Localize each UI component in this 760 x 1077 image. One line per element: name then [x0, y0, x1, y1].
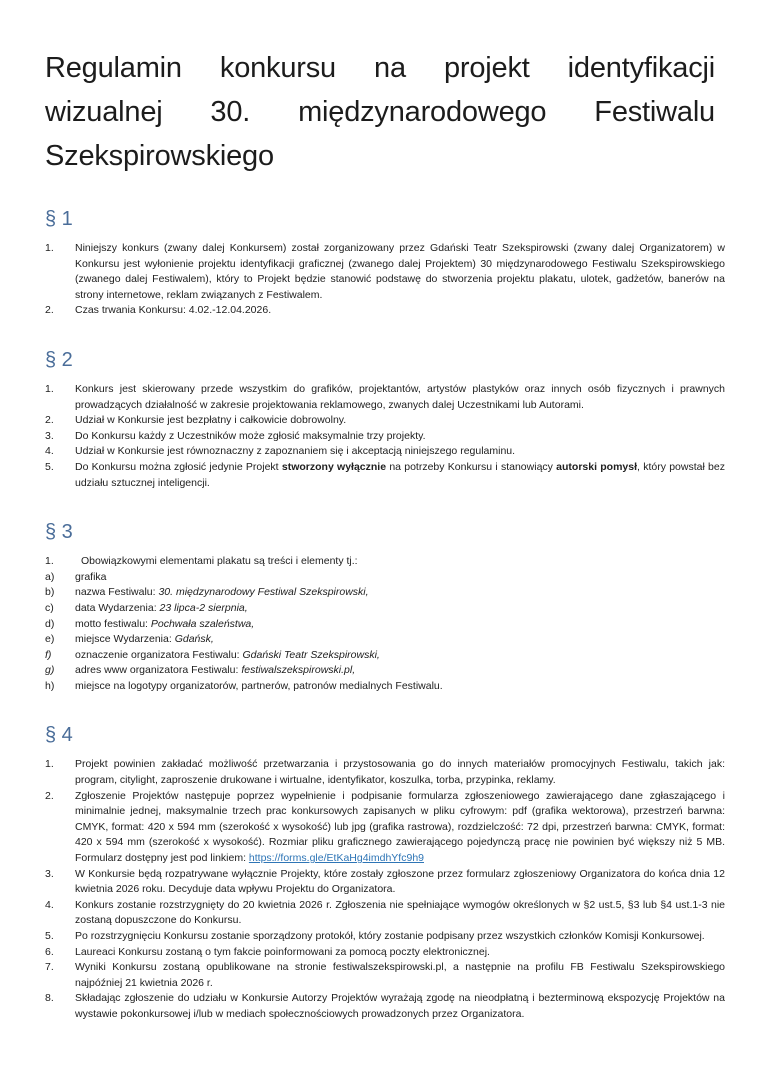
item-marker: 5.: [45, 930, 54, 942]
list-item: [45, 585, 725, 601]
list-item: [45, 929, 725, 945]
item-marker: 4.: [45, 445, 54, 458]
item-marker: e): [45, 633, 55, 646]
list-item: [45, 663, 725, 679]
item-value-italic: 23 lipca-2 sierpnia,: [159, 601, 248, 614]
item-text: Udział w Konkursie jest bezpłatny i całkowicie dobrowolny.: [75, 414, 347, 427]
list-item: [45, 679, 725, 695]
item-text-bold: stworzony wyłącznie: [281, 460, 387, 473]
list-item: [45, 241, 725, 303]
item-text-part: Zgłoszenie Projektów następuje poprzez wypełnienie i podpisanie formularza zgłoszeniowego zawierającego dane zgłaszającego i minimalnie jednej, maksymalnie trzech prac konkursowych zapisanych w pliku cyfrowym: pdf (grafika wektorowa), przestrzeń barwna: CMYK, format: 420 x 594 mm (szerokość x wysokość) lub jpg (grafika rastrowa), rozdzielczość: 72 dpi, przestrzeń barwna: CMYK, format: 420 x 594 mm (szerokość x wysokość). Rozmiar pliku graficznego zawierającego pojedynczą pracę nie powinien być większy niż 5 MB. Formularz dostępny jest pod linkiem:: [75, 789, 725, 865]
item-marker: g): [45, 664, 55, 677]
item-marker: a): [45, 570, 55, 583]
item-text: Konkurs zostanie rozstrzygnięty do 20 kwietnia 2026 r. Zgłoszenia nie spełniające wymogów określonych w §2 ust.5, §3 lub §4 ust.1-3 nie zostaną dopuszczone do Konkursu.: [75, 898, 725, 927]
item-marker: d): [45, 617, 55, 630]
item-text: Czas trwania Konkursu: 4.02.-12.04.2026.: [75, 304, 272, 317]
item-text: [75, 617, 725, 633]
item-text: Obowiązkowymi elementami plakatu są treści i elementy tj.:: [81, 555, 358, 568]
item-text: W Konkursie będą rozpatrywane wyłącznie Projekty, które zostały zgłoszone przez formularz zgłoszeniowy Organizatora do końca dnia 12 kwietnia 2026 roku. Decyduje data wpływu Projektu do Organizatora.: [75, 867, 725, 896]
item-text-part: Do Konkursu można zgłosić jedynie Projekt: [75, 460, 282, 473]
list-item: [45, 303, 725, 319]
list-item: [45, 601, 725, 617]
item-label: adres www organizatora Festiwalu:: [75, 664, 242, 677]
item-marker: 3.: [45, 429, 54, 442]
list-item: [45, 460, 725, 491]
section-1: [45, 206, 725, 319]
item-marker: 3.: [45, 867, 54, 880]
item-text: grafika: [75, 570, 107, 583]
list-item: [45, 632, 725, 648]
item-marker: 8.: [45, 992, 54, 1005]
item-value-italic: 30. międzynarodowy Festiwal Szekspirowski,: [158, 586, 369, 599]
item-text: Po rozstrzygnięciu Konkursu zostanie sporządzony protokół, który zostanie podpisany przez wszystkich członków Komisji Konkursowej.: [75, 930, 705, 942]
item-text: Udział w Konkursie jest równoznaczny z zapoznaniem się i akceptacją niniejszego regulaminu.: [75, 445, 516, 458]
item-text: Konkurs jest skierowany przede wszystkim do grafików, projektantów, artystów plastyków oraz innych osób fizycznych i prawnych prowadzących działalność w zakresie projektowania reklamowego, zwanych dalej Uczestnikami lub Autorami.: [75, 382, 725, 411]
item-marker: 2.: [45, 789, 54, 802]
item-marker: 5.: [45, 460, 54, 473]
item-marker: 1.: [45, 758, 54, 771]
section-2-list: [45, 382, 725, 491]
section-1-heading: § 1: [45, 208, 73, 230]
list-item: [45, 617, 725, 633]
list-item: [45, 867, 725, 898]
list-item: [45, 554, 725, 570]
item-text: Składając zgłoszenie do udziału w Konkursie Autorzy Projektów wyrażają zgodę na nieodpłatną i bezterminową ekspozycję Projektów na wystawie pokonkursowej i/lub w mediach społecznościowych prowadzonych przez Organizatora.: [75, 992, 725, 1020]
item-text: [75, 663, 725, 679]
item-label: oznaczenie organizatora Festiwalu:: [75, 648, 243, 661]
list-item: [45, 757, 725, 788]
item-text: [75, 789, 725, 867]
list-item: [45, 413, 725, 429]
item-text: Wyniki Konkursu zostaną opublikowane na stronie festiwalszekspirowski.pl, a następnie na profilu FB Festiwalu Szekspirowskiego najpóźniej 21 kwietnia 2026 r.: [75, 961, 725, 989]
item-text: Laureaci Konkursu zostaną o tym fakcie poinformowani za pomocą poczty elektronicznej.: [75, 945, 490, 958]
list-item: [45, 570, 725, 586]
item-text-part: na potrzeby Konkursu i stanowiący: [386, 460, 557, 473]
item-marker: 2.: [45, 414, 54, 427]
item-value-italic: Gdański Teatr Szekspirowski,: [242, 648, 380, 661]
item-text: [75, 648, 725, 664]
item-label: nazwa Festiwalu:: [75, 586, 159, 599]
section-1-list: [45, 241, 725, 319]
section-3: [45, 519, 725, 694]
item-label: data Wydarzenia:: [75, 601, 160, 614]
item-text: Projekt powinien zakładać możliwość przetwarzania i przystosowania go do innych materiałów promocyjnych Festiwalu, takich jak: program, citylight, zaproszenie drukowane i wirtualne, identyfikator, koszulka, torba, przypinka, reklamy.: [75, 758, 725, 787]
item-marker: h): [45, 679, 55, 692]
item-text: [75, 585, 725, 601]
submission-form-link[interactable]: https://forms.gle/EtKaHg4imdhYfc9h9: [248, 852, 424, 865]
item-text: [75, 460, 725, 491]
item-text-part: , który powstał bez udziału sztucznej inteligencji.: [75, 460, 725, 489]
item-marker: 1.: [45, 242, 54, 254]
list-item: [45, 898, 725, 929]
item-text: [75, 601, 725, 617]
item-value-italic: Pochwała szaleństwa,: [150, 617, 255, 630]
section-3-list: [45, 554, 725, 694]
document-title: Regulamin konkursu na projekt identyfikacji wizualnej 30. międzynarodowego Festiwalu Szekspirowskiego: [45, 52, 715, 172]
list-item: [45, 991, 725, 1022]
section-2: [45, 347, 725, 491]
item-marker: f): [45, 648, 52, 661]
item-marker: 4.: [45, 898, 54, 911]
item-text: Niniejszy konkurs (zwany dalej Konkursem) został zorganizowany przez Gdański Teatr Szekspirowski (zwany dalej Organizatorem) w Konkursu jest wyłonienie projektu identyfikacji graficznej (zwanego dalej Projektem) 30 międzynarodowego Festiwalu Szekspirowskiego (zwanego dalej Festiwalem), który to Projekt będzie stanowić podstawę do stworzenia projektu plakatu, ulotek, gadżetów, banerów na strony internetowe, reklam związanych z Festiwalem.: [75, 242, 725, 301]
section-4-heading: § 4: [45, 724, 73, 747]
list-item: [45, 789, 725, 867]
item-marker: c): [45, 601, 54, 614]
item-marker: 2.: [45, 304, 54, 317]
item-marker: 7.: [45, 961, 54, 974]
list-item: [45, 444, 725, 460]
item-marker: 1.: [45, 382, 54, 395]
item-marker: 6.: [45, 945, 54, 958]
list-item: [45, 945, 725, 961]
item-value-italic: Gdańsk,: [174, 633, 214, 646]
item-text: [75, 632, 725, 648]
list-item: [45, 648, 725, 664]
list-item: [45, 960, 725, 991]
item-label: miejsce Wydarzenia:: [75, 633, 175, 646]
section-4: [45, 722, 725, 1022]
section-3-heading: § 3: [45, 521, 73, 544]
item-text: Do Konkursu każdy z Uczestników może zgłosić maksymalnie trzy projekty.: [75, 429, 426, 442]
item-text: miejsce na logotypy organizatorów, partnerów, patronów medialnych Festiwalu.: [75, 679, 443, 692]
list-item: [45, 429, 725, 445]
list-item: [45, 382, 725, 413]
item-text-bold: autorski pomysł: [556, 460, 638, 473]
item-marker: b): [45, 586, 55, 599]
section-4-list: [45, 757, 725, 1022]
item-marker: 1.: [45, 555, 54, 568]
section-2-heading: § 2: [45, 348, 73, 371]
item-value-italic: festiwalszekspirowski.pl,: [241, 664, 356, 677]
item-label: motto festiwalu:: [75, 617, 151, 630]
